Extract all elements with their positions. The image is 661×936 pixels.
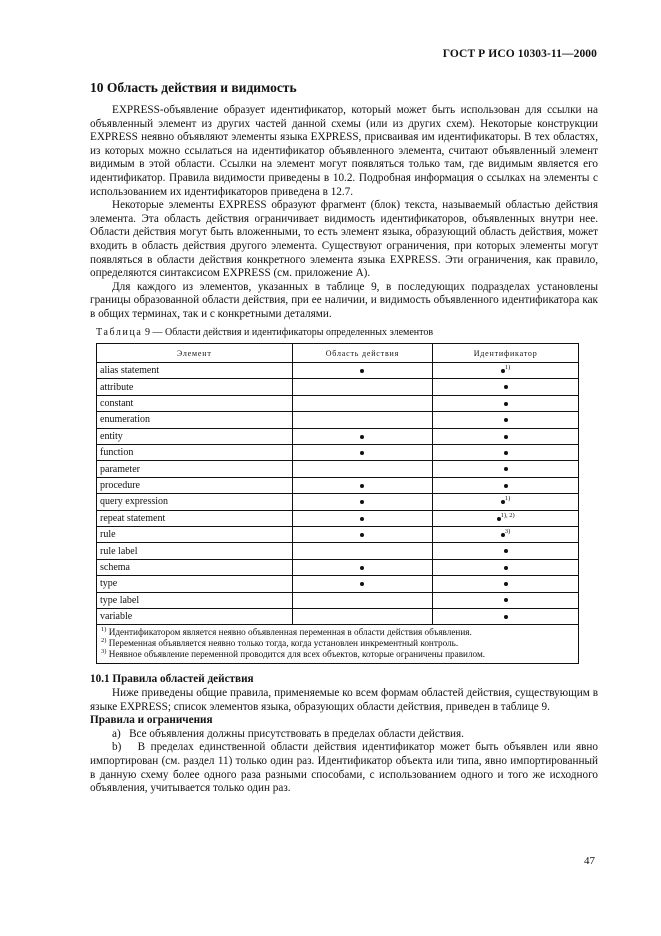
element-name-cell: procedure	[97, 477, 293, 493]
element-name-cell: alias statement	[97, 363, 293, 379]
rule-item-b-marker: b)	[112, 741, 122, 754]
identifier-cell	[433, 363, 579, 379]
scope-cell	[292, 576, 433, 592]
scope-cell	[292, 592, 433, 608]
scope-cell	[292, 379, 433, 395]
scope-cell	[292, 445, 433, 461]
scope-cell	[292, 477, 433, 493]
element-name-cell: schema	[97, 559, 293, 575]
footnote-1-mark: 1)	[101, 626, 107, 634]
footnote-3	[101, 649, 574, 660]
rule-item-a-text: Все объявления должны присутствовать в пределах области действия.	[129, 727, 464, 740]
scope-bullet-icon	[360, 369, 364, 373]
rule-item-a-marker: а)	[112, 727, 121, 740]
identifier-bullet-icon	[504, 582, 508, 586]
subsection-title: 10.1 Правила областей действия	[90, 673, 254, 686]
identifier-cell	[433, 461, 579, 477]
footnote-2-mark: 2)	[101, 637, 107, 645]
scope-cell	[292, 510, 433, 526]
scope-identifier-table	[96, 343, 579, 664]
identifier-cell	[433, 428, 579, 444]
page-number: 47	[584, 855, 595, 867]
scope-cell	[292, 412, 433, 428]
table-row	[97, 592, 579, 608]
identifier-bullet-icon	[504, 615, 508, 619]
column-header-scope: Область действия	[292, 344, 433, 363]
identifier-bullet-icon	[504, 484, 508, 488]
identifier-cell	[433, 477, 579, 493]
scope-cell	[292, 543, 433, 559]
column-header-identifier: Идентификатор	[433, 344, 579, 363]
table-row	[97, 543, 579, 559]
identifier-cell	[433, 445, 579, 461]
scope-cell	[292, 494, 433, 510]
table-caption-word: Таблица	[96, 326, 143, 338]
identifier-bullet-icon	[504, 549, 508, 553]
scope-cell	[292, 363, 433, 379]
table-row	[97, 608, 579, 624]
subsection-intro: Ниже приведены общие правила, применяемые ко всем формам областей действия, существующим в языке EXPRESS; список элементов языка, образующих области действия, приведен в таблице 9.	[90, 686, 598, 713]
section-title: 10 Область действия и видимость	[90, 80, 297, 95]
table-row	[97, 527, 579, 543]
section-paragraph-2: Некоторые элементы EXPRESS образуют фрагмент (блок) текста, называемый областью действия элемента. Эта область действия ограничивает видимость идентификаторов, объявленных внутри нее. Области действия могут быть вложенными, то есть элемент языка, образующий область действия, может входить в область действия другого элемента. Существуют ограничения, при которых элементы могут появляться в области действия конкретного элемента языка EXPRESS. Эти ограничения, как правило, определяются синтаксисом EXPRESS (см. приложение А).	[90, 199, 598, 280]
identifier-bullet-icon	[504, 385, 508, 389]
identifier-bullet-icon	[504, 598, 508, 602]
identifier-note-mark: 1)	[504, 364, 511, 372]
identifier-cell	[433, 608, 579, 624]
footnote-1	[101, 627, 574, 638]
element-name-cell: constant	[97, 395, 293, 411]
identifier-cell	[433, 527, 579, 543]
scope-bullet-icon	[360, 500, 364, 504]
scope-bullet-icon	[360, 484, 364, 488]
identifier-note-mark: 1)	[504, 495, 511, 503]
identifier-bullet-icon	[504, 418, 508, 422]
element-name-cell: variable	[97, 608, 293, 624]
scope-bullet-icon	[360, 582, 364, 586]
element-name-cell: rule	[97, 527, 293, 543]
table-row	[97, 428, 579, 444]
footnote-2-text: Переменная объявляется неявно только тогда, когда установлен инкрементный контроль.	[108, 638, 459, 649]
table-row	[97, 445, 579, 461]
identifier-bullet-icon	[504, 451, 508, 455]
element-name-cell: type label	[97, 592, 293, 608]
table-row	[97, 494, 579, 510]
element-name-cell: enumeration	[97, 412, 293, 428]
identifier-cell	[433, 379, 579, 395]
table-row	[97, 412, 579, 428]
identifier-cell	[433, 510, 579, 526]
identifier-cell	[433, 592, 579, 608]
scope-bullet-icon	[360, 451, 364, 455]
rules-title: Правила и ограничения	[90, 714, 213, 727]
identifier-cell	[433, 395, 579, 411]
column-header-element: Элемент	[97, 344, 293, 363]
identifier-cell	[433, 494, 579, 510]
table-row	[97, 576, 579, 592]
element-name-cell: rule label	[97, 543, 293, 559]
footnote-3-text: Неявное объявление переменной проводится для всех объектов, которые ограничены правилом.	[108, 649, 486, 660]
footnote-2	[101, 638, 574, 649]
element-name-cell: parameter	[97, 461, 293, 477]
element-name-cell: query expression	[97, 494, 293, 510]
element-name-cell: type	[97, 576, 293, 592]
table-body	[97, 363, 579, 625]
scope-cell	[292, 395, 433, 411]
rule-item-b	[90, 741, 598, 795]
scope-bullet-icon	[360, 517, 364, 521]
table-row	[97, 363, 579, 379]
scope-bullet-icon	[360, 435, 364, 439]
rule-item-b-text: В пределах единственной области действия идентификатор может быть объявлен или явно импортирован (см. раздел 11) только один раз. Идентификатор объекта или типа, явно импортированный в данную схему более одного раза разными способами, с использованием одного и того же исходного объявления, учитывается только один раз.	[90, 741, 598, 795]
table-footnotes	[97, 625, 579, 664]
scope-cell	[292, 527, 433, 543]
table-row	[97, 510, 579, 526]
page-content	[90, 80, 598, 796]
identifier-cell	[433, 412, 579, 428]
table-row	[97, 395, 579, 411]
identifier-bullet-icon	[504, 467, 508, 471]
footnote-3-mark: 3)	[101, 648, 107, 656]
element-name-cell: repeat statement	[97, 510, 293, 526]
scope-cell	[292, 559, 433, 575]
identifier-cell	[433, 543, 579, 559]
scope-cell	[292, 608, 433, 624]
footnote-1-text: Идентификатором является неявно объявленная переменная в области действия объявления.	[108, 627, 472, 638]
table-row	[97, 461, 579, 477]
scope-cell	[292, 428, 433, 444]
rule-item-a	[90, 728, 598, 742]
table-footnotes-row	[97, 625, 579, 664]
table-header-row	[97, 344, 579, 363]
section-paragraph-1: EXPRESS-объявление образует идентификатор, который может быть использован для ссылки на объявленный элемент из других частей данной схемы (или из других схем). Некоторые конструкции EXPRESS неявно объявляют элементы языка EXPRESS, присваивая им идентификаторы. В тех областях, из которых можно ссылаться на идентификатор объявленного элемента, считают объявленный элемент видимым в этой области. Ссылки на элемент могут появляться только там, где видимым является его идентификатор. Правила видимости приведены в 10.2. Подробная информация о ссылках на элементы с использованием их идентификаторов приведена в 12.7.	[90, 104, 598, 198]
table-row	[97, 477, 579, 493]
scope-cell	[292, 461, 433, 477]
identifier-note-mark: 1), 2)	[500, 511, 515, 519]
table-caption	[96, 326, 598, 340]
section-paragraph-3: Для каждого из элементов, указанных в таблице 9, в последующих подразделах установлены границы образованной области действия, при ее наличии, и видимость объявленного идентификатора как в общих терминах, так и с конкретными деталями.	[90, 280, 598, 320]
table-row	[97, 379, 579, 395]
element-name-cell: function	[97, 445, 293, 461]
identifier-bullet-icon	[504, 566, 508, 570]
element-name-cell: entity	[97, 428, 293, 444]
table-row	[97, 559, 579, 575]
identifier-bullet-icon	[504, 402, 508, 406]
scope-bullet-icon	[360, 566, 364, 570]
identifier-cell	[433, 576, 579, 592]
identifier-bullet-icon	[504, 435, 508, 439]
scope-bullet-icon	[360, 533, 364, 537]
standard-number-header: ГОСТ Р ИСО 10303-11—2000	[442, 48, 597, 60]
identifier-cell	[433, 559, 579, 575]
element-name-cell: attribute	[97, 379, 293, 395]
table-caption-text: 9 — Области действия и идентификаторы определенных элементов	[144, 326, 434, 338]
identifier-note-mark: 3)	[504, 528, 511, 536]
